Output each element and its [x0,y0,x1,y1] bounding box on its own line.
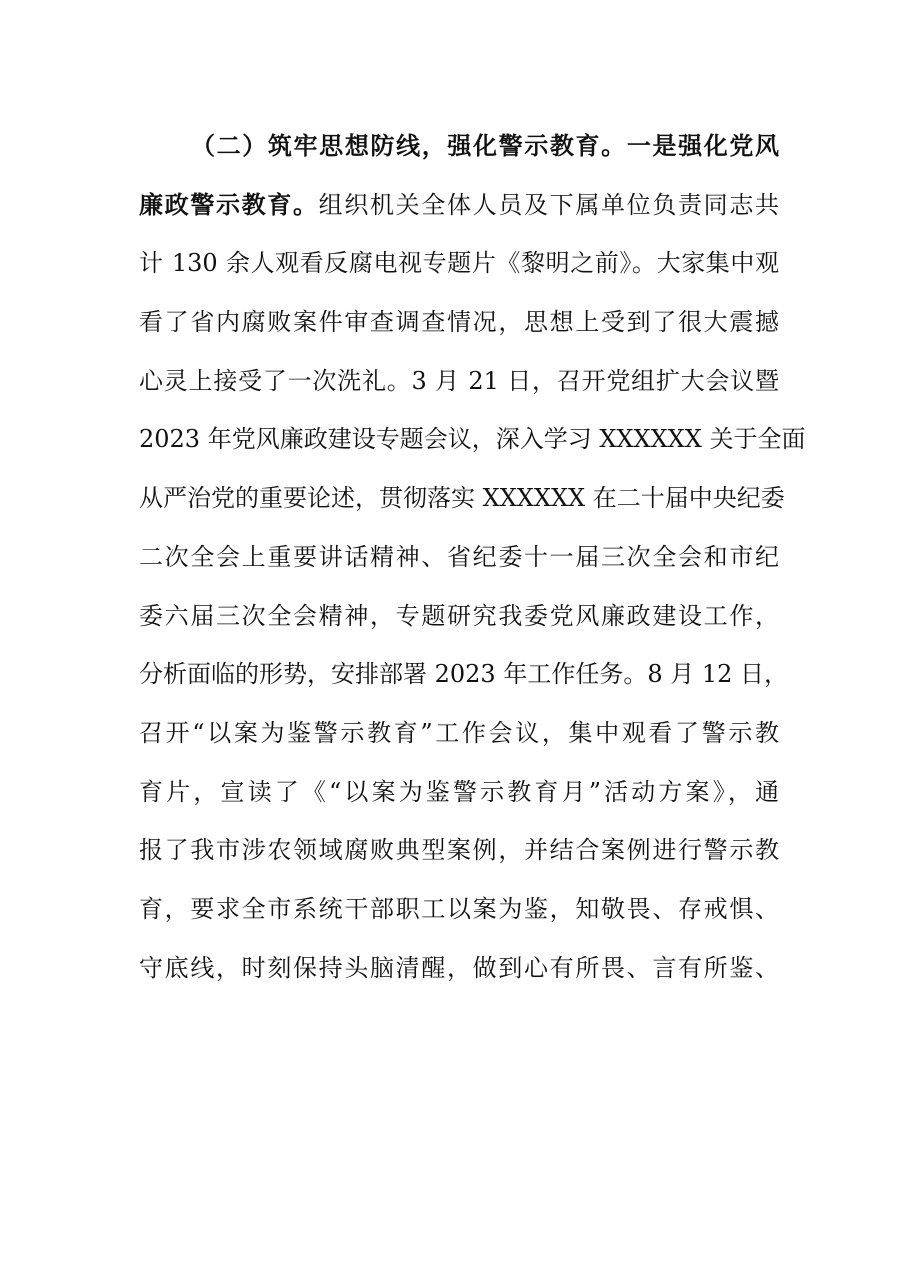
body-text: 育片，宣读了《“以案为鉴警示教育月”活动方案》，通 [139,777,779,806]
paragraph-line [139,939,779,998]
body-paragraph [139,117,806,997]
body-text: 2023 年党风廉政建设专题会议，深入学习 XXXXXX 关于全面 [139,425,806,454]
body-text: 守底线，时刻保持头脑清醒，做到心有所畏、言有所鉴、 [139,953,779,982]
subheading-text: 廉政警示教育。 [139,189,319,219]
paragraph-line [139,176,779,235]
section-heading: （二）筑牢思想防线，强化警示教育。一是强化党风 [191,131,779,160]
paragraph-line [139,469,785,528]
body-text: 计 130 余人观看反腐电视专题片《黎明之前》。大家集中观 [139,249,779,278]
paragraph-line [139,763,779,822]
paragraph-line [139,352,779,411]
body-text: 委六届三次全会精神，专题研究我委党风廉政建设工作， [139,601,779,630]
paragraph-line [139,293,779,352]
body-text: 心灵上接受了一次洗礼。3 月 21 日，召开党组扩大会议暨 [139,366,779,395]
paragraph-line [139,821,779,880]
body-text: 看了省内腐败案件审查调查情况，思想上受到了很大震撼 [139,308,779,337]
paragraph-line [139,410,806,469]
paragraph-line [139,645,789,704]
paragraph-line [139,117,779,176]
body-text: 从严治党的重要论述，贯彻落实 XXXXXX 在二十届中央纪委 [139,484,785,513]
body-text: 育，要求全市系统干部职工以案为鉴，知敬畏、存戒惧、 [139,894,779,923]
paragraph-line [139,880,779,939]
body-text: 二次全会上重要讲话精神、省纪委十一届三次全会和市纪 [139,542,779,571]
body-text: 组织机关全体人员及下属单位负责同志共 [318,190,780,219]
paragraph-line [139,587,779,646]
paragraph-line [139,528,779,587]
body-text: 分析面临的形势，安排部署 2023 年工作任务。8 月 12 日， [139,660,789,689]
body-text: 召开“以案为鉴警示教育”工作会议，集中观看了警示教 [139,718,779,747]
paragraph-line [139,704,779,763]
body-text: 报了我市涉农领域腐败典型案例，并结合案例进行警示教 [139,836,779,865]
paragraph-line [139,234,779,293]
